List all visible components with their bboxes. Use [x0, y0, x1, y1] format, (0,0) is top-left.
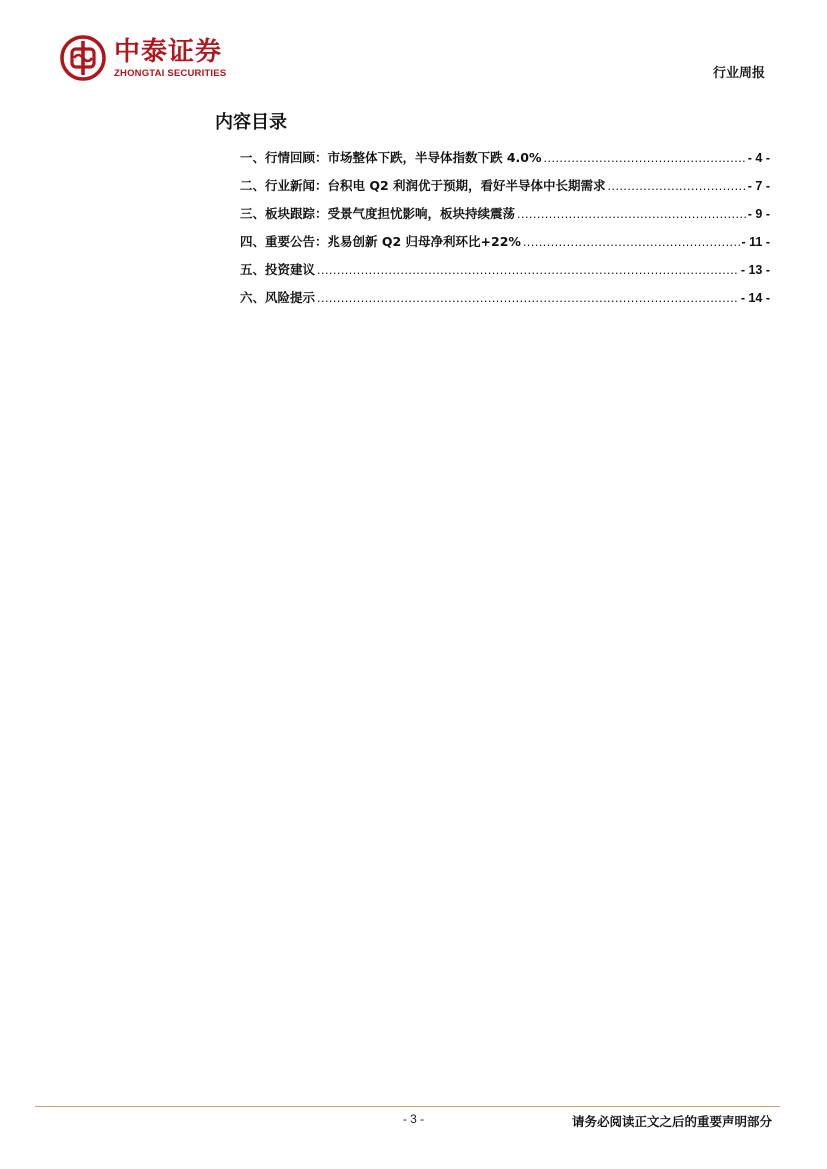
- toc-entry[interactable]: [240, 288, 770, 316]
- toc-entry-page: - 11 -: [741, 235, 770, 249]
- table-of-contents: [240, 148, 770, 316]
- toc-dot-leader: [608, 179, 746, 193]
- toc-entry-page: - 4 -: [747, 151, 770, 165]
- toc-entry[interactable]: [240, 148, 770, 176]
- toc-entry-label: 三、板块跟踪：受景气度担忧影响，板块持续震荡: [240, 206, 516, 221]
- footer-disclaimer: 请务必阅读正文之后的重要声明部分: [571, 1114, 772, 1129]
- toc-entry[interactable]: [240, 260, 770, 288]
- toc-title: 内容目录: [215, 112, 287, 133]
- toc-entry-label: 四、重要公告：兆易创新 Q2 归母净利环比+22%: [240, 234, 521, 249]
- toc-entry-label: 一、行情回顾：市场整体下跌，半导体指数下跌 4.0%: [240, 150, 542, 165]
- report-type-label: 行业周报: [712, 66, 765, 81]
- toc-entry-page: - 7 -: [747, 179, 770, 193]
- toc-entry-page: - 13 -: [740, 263, 770, 277]
- toc-dot-leader: [517, 207, 746, 221]
- page-number: - 3 -: [402, 1112, 425, 1126]
- toc-dot-leader: [523, 235, 740, 249]
- footer-divider: [35, 1106, 780, 1107]
- company-logo: [60, 34, 226, 82]
- toc-entry[interactable]: [240, 204, 770, 232]
- toc-entry-page: - 14 -: [740, 291, 770, 305]
- logo-english-name: ZHONGTAI SECURITIES: [114, 67, 227, 79]
- toc-entry[interactable]: [240, 176, 770, 204]
- toc-entry[interactable]: [240, 232, 770, 260]
- toc-entry-label: 二、行业新闻：台积电 Q2 利润优于预期，看好半导体中长期需求: [240, 178, 606, 193]
- toc-dot-leader: [317, 263, 739, 277]
- toc-entry-label: 六、风险提示: [240, 290, 316, 305]
- toc-dot-leader: [544, 151, 746, 165]
- toc-entry-page: - 9 -: [747, 207, 770, 221]
- logo-chinese-name: 中泰证券: [114, 36, 223, 67]
- zhongtai-logo-icon: [60, 35, 106, 81]
- toc-dot-leader: [317, 291, 739, 305]
- toc-entry-label: 五、投资建议: [240, 262, 316, 277]
